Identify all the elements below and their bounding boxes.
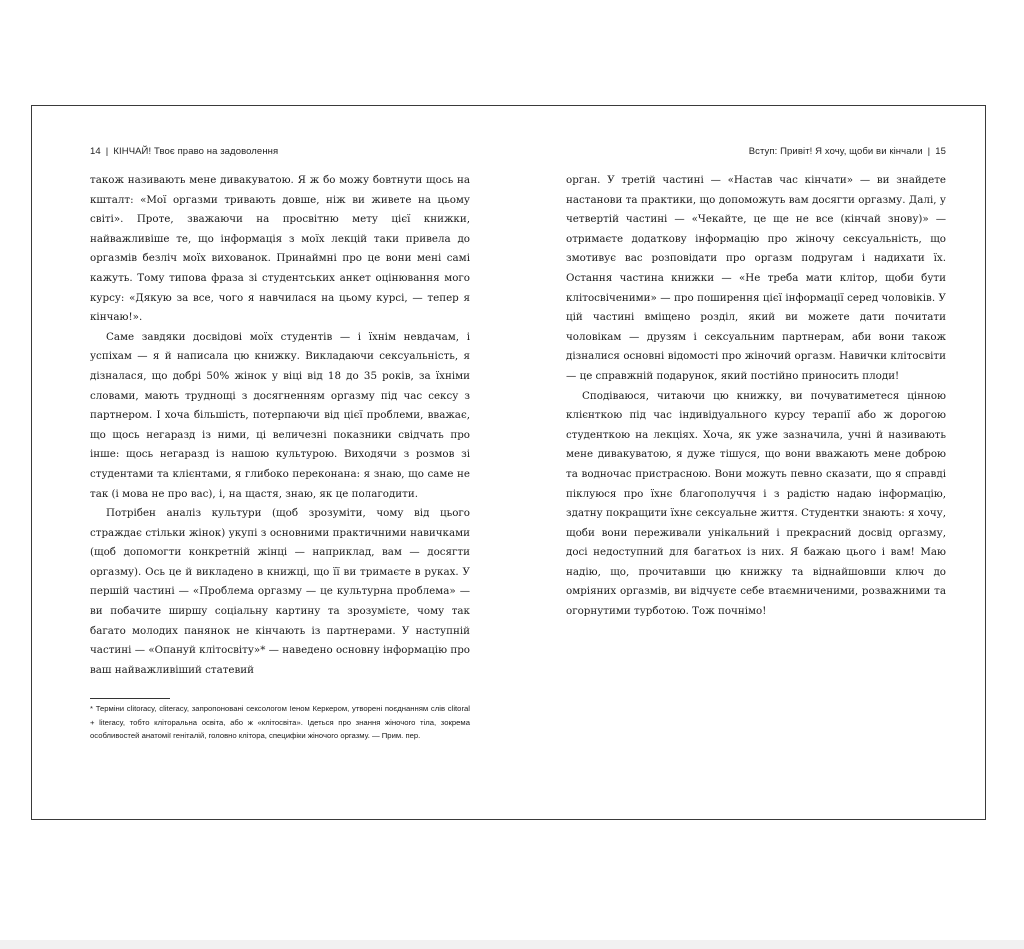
- footnote: * Терміни clitoracy, cliteracy, запропоновані сексологом Іеном Керкером, утворені поєднанням слів clitoral + literacy, тобто кліторальна освіта, або ж «клітосвіта». Ідеться про знання жіночого тіла, зокрема особливостей анатомії геніталій, головно клітора, специфіки жіночого оргазму. — Прим. пер.: [90, 704, 470, 741]
- right-body-text: [566, 171, 946, 622]
- right-page: [566, 144, 946, 622]
- running-head-separator: |: [105, 145, 109, 157]
- book-title: КІНЧАЙ! Твоє право на задоволення: [113, 145, 279, 157]
- viewer-bottom-strip: [0, 940, 1024, 949]
- paragraph: Саме завдяки досвідові моїх студентів — і їхнім невдачам, і успіхам — я й написала цю книжку. Викладаючи сексуальність, я дізналася, що добрі 50% жінок у віці від 18 до 35 років, за їхніми словами, мають труднощі з досягненням оргазму під час сексу з партнером. І хоча більшість, потерпаючи від цієї проблеми, вважає, що щось негаразд із ними, ці величезні показники свідчать про інше: щось негаразд із нашою культурою. Виходячи з розмов зі студентами та клієнтами, я глибоко переконана: я знаю, що саме не так (і мова не про вас), і, на щастя, знаю, як це полагодити.: [90, 330, 470, 500]
- chapter-title: Вступ: Привіт! Я хочу, щоби ви кінчали: [748, 145, 923, 157]
- right-running-head: [566, 144, 946, 158]
- running-head-separator: |: [927, 145, 931, 157]
- paragraph: Сподіваюся, читаючи цю книжку, ви почуватиметеся цінною клієнткою під час індивідуального курсу терапії або ж дорогою студенткою на лекціях. Хоча, як уже зазначила, учні й називають мене дивакуватою, я дуже тішуся, що вони вважають мене доброю та водночас пристрасною. Вони можуть певно сказати, що я справді піклуюся про їхнє благополуччя і з радістю надаю інформацію, здатну покращити їхнє сексуальне життя. Студентки знають: я хочу, щоби вони переживали унікальний і прекрасний досвід оргазму, досі недоступний для багатьох із них. Я бажаю цього і вам! Маю надію, що, прочитавши цю книжку та віднайшовши ключ до омріяних оргазмів, ви відчуєте себе втаємниченими, розважними та огорнутими турботою. Тож почнімо!: [566, 389, 946, 618]
- paragraph: також називають мене дивакуватою. Я ж бо можу бовтнути щось на кшталт: «Мої оргазми тривають довше, ніж ви живете на цьому світі». Проте, зважаючи на просвітню мету цієї книжки, найважливіше те, що інформація з моїх лекцій таки привела до оргазмів безліч моїх вихованок. Принаймні про це вони мені самі кажуть. Тому типова фраза зі студентських анкет оцінювання мого курсу: «Дякую за все, чого я навчилася на цьому курсі, — тепер я кінчаю!».: [90, 174, 470, 324]
- paragraph: Потрібен аналіз культури (щоб зрозуміти, чому від цього страждає стільки жінок) укупі з основними практичними навичками (щоб допомогти конкретній жінці — наприклад, вам — досягти оргазму). Ось це й викладено в книжці, що її ви тримаєте в руках. У першій частині — «Проблема оргазму — це культурна проблема» — ви побачите ширшу соціальну картину та зрозумієте, чому так багато молодих панянок не кінчають із партнерами. У наступній частині — «Опануй клітосвіту»* — наведено основну інформацію про ваш найважливіший статевий: [90, 507, 470, 676]
- left-page: [90, 144, 470, 742]
- left-body-text: [90, 171, 470, 680]
- left-running-head: [90, 144, 470, 158]
- footnote-divider: [90, 698, 170, 699]
- book-spread: [31, 105, 986, 820]
- left-page-number: 14: [90, 145, 101, 157]
- paragraph: орган. У третій частині — «Настав час кінчати» — ви знайдете настанови та практики, що допоможуть вам досягти оргазму. Далі, у четвертій частині — «Чекайте, це ще не все (кінчай знову)» — отримаєте додаткову інформацію про жіночу сексуальність, що змотивує вас розповідати про оргазм подругам і надихати їх. Остання частина книжки — «Не треба мати клітор, щоби бути клітосвіченими» — про поширення цієї інформації серед чоловіків. У цій частині вміщено розділ, який ви можете дати почитати чоловікам — друзям і сексуальним партнерам, аби вони також дізналися основні відомості про жіночий оргазм. Навички клітосвіти — це справжній подарунок, який постійно приносить плоди!: [566, 174, 946, 382]
- right-page-number: 15: [935, 145, 946, 157]
